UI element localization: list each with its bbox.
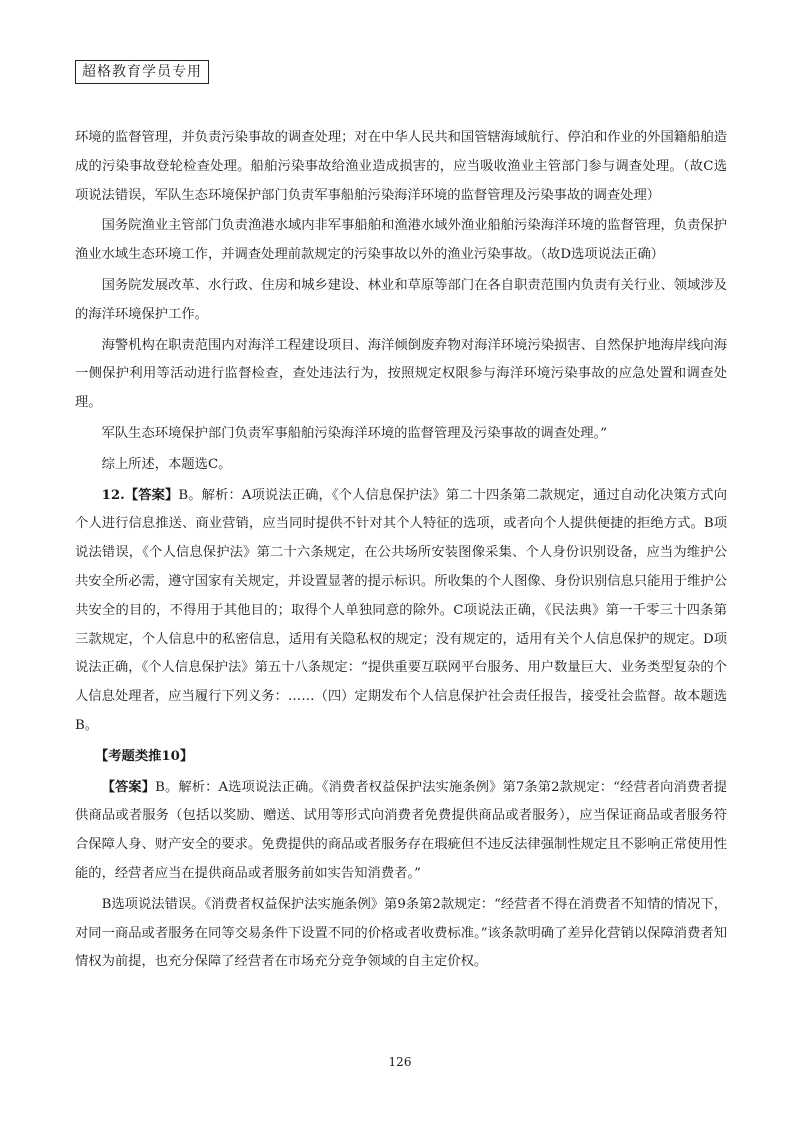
paragraph: 海警机构在职责范围内对海洋工程建设项目、海洋倾倒废弃物对海洋环境污染损害、自然保护地海岸线向海一侧保护利用等活动进行监督检查，查处违法行为，按照规定权限参与海洋环境污染事故的应急处置和调查处理。 — [75, 337, 727, 411]
paragraph: 综上所述，本题选C。 — [101, 456, 232, 472]
paragraph: 军队生态环境保护部门负责军事船舶污染海洋环境的监督管理及污染事故的调查处理。” — [101, 425, 608, 441]
answer-text: B。解析：A选项说法正确。《消费者权益保护法实施条例》第7条第2款规定：“经营者向消费者提供商品或者服务（包括以奖励、赠送、试用等形式向消费者免费提供商品或者服务），应当保证商品或者服务符合保障人身、财产安全的要求。免费提供的商品或者服务存在瑕疵但不违反法律强制性规定且不影响正常使用性能的，经营者应当在提供商品或者服务前如实告知消费者。” — [75, 779, 727, 881]
answer-paragraph-12 — [75, 482, 727, 741]
paragraph: 国务院发展改革、水行政、住房和城乡建设、林业和草原等部门在各自职责范围内负责有关行业、领域涉及的海洋环境保护工作。 — [75, 277, 727, 322]
answer-prefix: 12.【答案】 — [101, 487, 179, 503]
paragraph: 国务院渔业主管部门负责渔港水域内非军事船舶和渔港水域外渔业船舶污染海洋环境的监督管理，负责保护渔业水域生态环境工作，并调查处理前款规定的污染事故以外的渔业污染事故。（故D选项说法正确） — [75, 218, 727, 263]
answer-paragraph-10 — [75, 774, 727, 889]
answer-text: B。解析：A项说法正确，《个人信息保护法》第二十四条第二款规定，通过自动化决策方式向个人进行信息推送、商业营销，应当同时提供不针对其个人特征的选项，或者向个人提供便捷的拒绝方式。B项说法错误，《个人信息保护法》第二十六条规定，在公共场所安装图像采集、个人身份识别设备，应当为维护公共安全所必需，遵守国家有关规定，并设置显著的提示标识。所收集的个人图像、身份识别信息只能用于维护公共安全的目的，不得用于其他目的；取得个人单独同意的除外。C项说法正确，《民法典》第一千零三十四条第三款规定，个人信息中的私密信息，适用有关隐私权的规定；没有规定的，适用有关个人信息保护的规定。D项说法正确，《个人信息保护法》第五十八条规定：“提供重要互联网平台服务、用户数量巨大、业务类型复杂的个人信息处理者，应当履行下列义务：……（四）定期发布个人信息保护社会责任报告，接受社会监督。故本题选B。 — [75, 487, 727, 733]
paragraph: B选项说法错误。《消费者权益保护法实施条例》第9条第2款规定：“经营者不得在消费者不知情的情况下，对同一商品或者服务在同等交易条件下设置不同的价格或者收费标准。”该条款明确了差异化营销以保障消费者知情权为前提，也充分保障了经营者在市场充分竞争领域的自主定价权。 — [75, 896, 727, 970]
section-title: 【考题类推10】 — [94, 748, 194, 764]
header-label: 超格教育学员专用 — [75, 60, 209, 84]
answer-prefix: 【答案】 — [101, 779, 156, 795]
paragraph: 环境的监督管理，并负责污染事故的调查处理；对在中华人民共和国管辖海域航行、停泊和作业的外国籍船舶造成的污染事故登轮检查处理。船舶污染事故给渔业造成损害的，应当吸收渔业主管部门参与调查处理。（故C选项说法错误，军队生态环境保护部门负责军事船舶污染海洋环境的监督管理及污染事故的调查处理） — [75, 130, 727, 203]
document-body — [75, 124, 727, 979]
page-number: 126 — [388, 1055, 412, 1069]
